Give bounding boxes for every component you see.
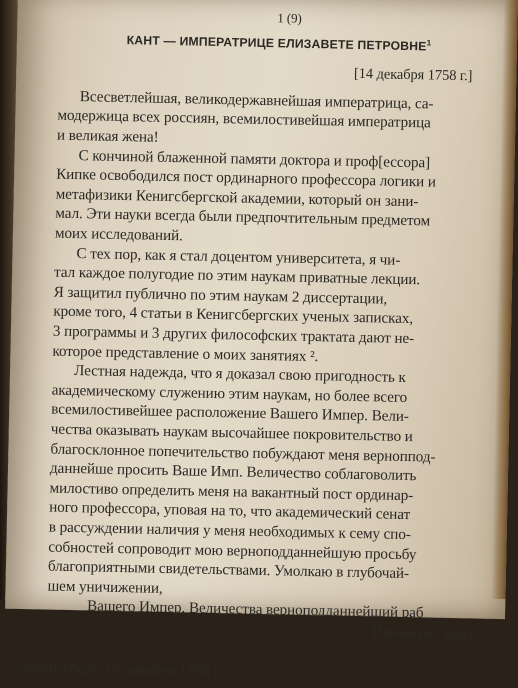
text-line: академическому служению этим наукам, но более всего bbox=[51, 381, 408, 406]
text-line: благоприятными свидетельствами. Умолкаю в глубочай- bbox=[47, 557, 410, 583]
text-line: чества оказывать наукам высочайшее покровительство и bbox=[50, 420, 413, 446]
text-line: метафизики Кенигсбергской академии, который он зани- bbox=[55, 185, 419, 211]
text-line: С кончиной блаженной памяти доктора и проф[ессора] bbox=[78, 146, 431, 172]
book-page bbox=[5, 0, 518, 681]
text-line: Я защитил публично по этим наукам 2 диссертации, bbox=[53, 283, 388, 308]
letter-number: 1 (9) bbox=[277, 10, 302, 26]
text-line: Кипке освободился пост ординарного профессора логики и bbox=[55, 165, 437, 191]
text-line: 3 программы и 3 других философских трактата дают не- bbox=[52, 322, 415, 348]
text-line: шем уничижении, bbox=[47, 577, 163, 597]
letter-body bbox=[47, 86, 498, 605]
text-line: кроме того, 4 статьи в Кенигсбергских ученых записках, bbox=[53, 302, 414, 328]
paragraph bbox=[57, 86, 498, 154]
text-line: моих исследований. bbox=[54, 224, 183, 245]
letter-text bbox=[23, 4, 500, 688]
text-line: Лестная надежда, что я доказал свою пригодность к bbox=[73, 362, 406, 387]
text-line: благосклонное попечительство побуждают меня верноппод- bbox=[50, 440, 436, 466]
paragraph bbox=[52, 243, 494, 370]
text-line: собностей сопроводит мою верноподданнейшую просьбу bbox=[48, 538, 417, 563]
letter-title-text: КАНТ — ИМПЕРАТРИЦЕ ЕЛИЗАВЕТЕ ПЕТРОВНЕ bbox=[126, 32, 427, 53]
text-line: милостиво определить меня на вакантный пост ординар- bbox=[49, 479, 414, 504]
text-line: даннейше просить Ваше Имп. Величество соблаговолить bbox=[49, 459, 417, 485]
signature-line-1: Вашего Импер. Величества верноподданнейший раб bbox=[86, 597, 424, 622]
text-line: которое представление о моих занятиях ². bbox=[52, 342, 319, 365]
text-line: С тех пор, как я стал доцентом университета, я чи- bbox=[76, 244, 401, 269]
text-line: мал. Эти науки всегда были предпочтительным предметом bbox=[55, 205, 431, 230]
paragraph bbox=[47, 361, 492, 605]
text-line: и великая жена! bbox=[56, 126, 159, 146]
text-line: Всесветлейшая, великодержавнейшая императрица, са- bbox=[79, 87, 434, 113]
text-line: модержица всех россиян, всемилостивейшая императрица bbox=[57, 107, 431, 132]
text-line: ного профессора, уповая на то, что академический сенат bbox=[49, 498, 411, 524]
letter-date: [14 декабря 1758 г.] bbox=[353, 66, 473, 85]
signature-name: Иммануил Кант. bbox=[371, 623, 477, 643]
place-and-date: Кенигсберг, 14 декабря 1758 г. bbox=[23, 659, 222, 681]
title-footnote-mark: 1 bbox=[426, 37, 432, 48]
text-line: тал каждое полугодие по этим наукам приватные лекции. bbox=[53, 263, 421, 289]
text-line: всемилостивейшее расположение Вашего Импер. Вели- bbox=[51, 400, 409, 426]
text-line: в рассуждении наличия у меня необходимых к сему спо- bbox=[48, 518, 411, 544]
paragraph bbox=[55, 145, 497, 252]
